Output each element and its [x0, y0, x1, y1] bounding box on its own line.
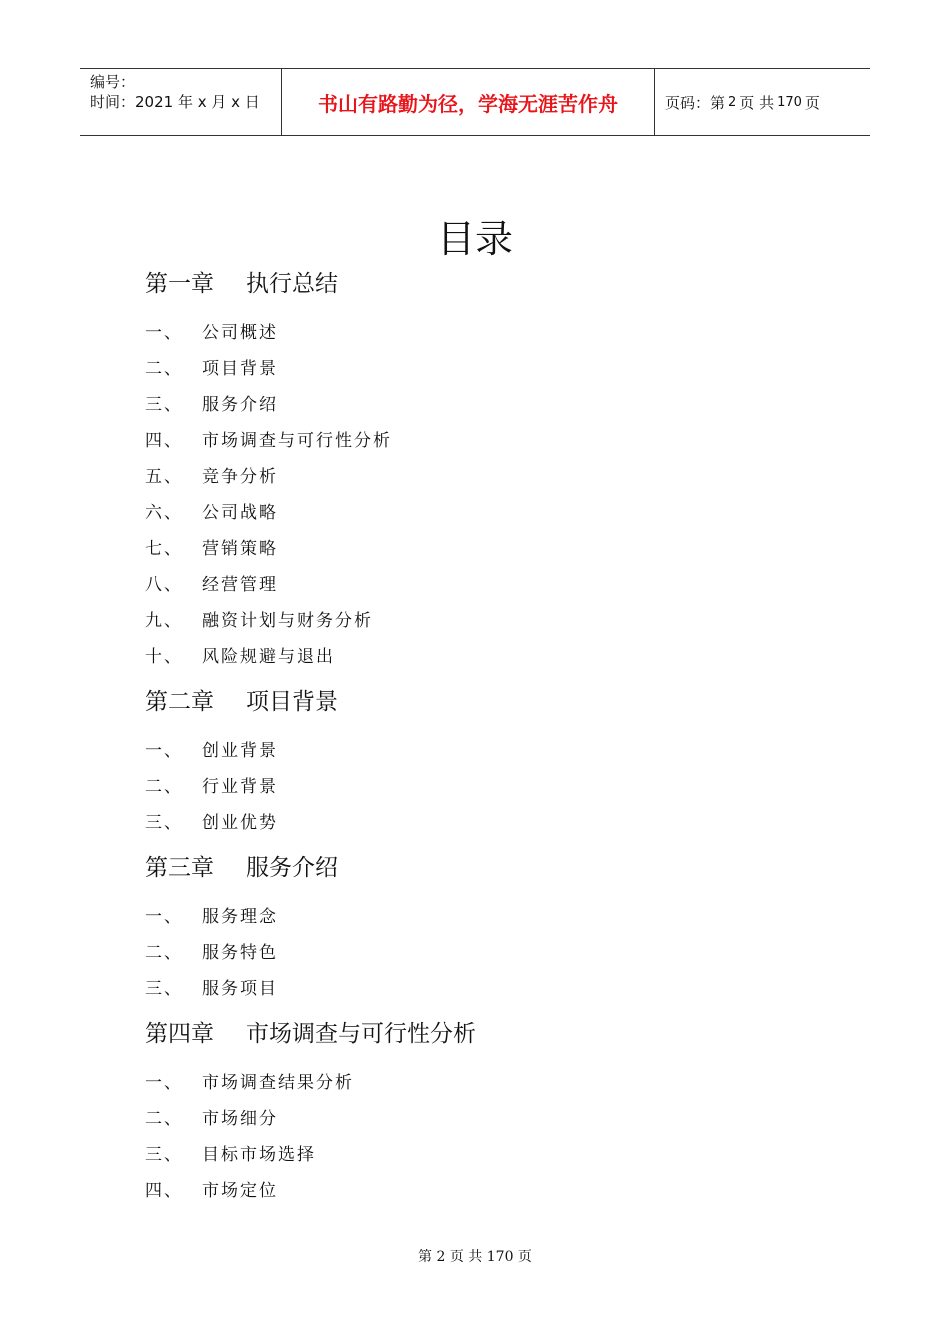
- toc-item: [145, 1137, 865, 1173]
- toc-chapter: [145, 849, 865, 887]
- item-title: 公司战略: [202, 503, 278, 523]
- item-title: 项目背景: [202, 359, 278, 379]
- item-number: 九、: [145, 611, 183, 631]
- header-page-info: [655, 69, 870, 135]
- item-number: 八、: [145, 575, 183, 595]
- item-number: 四、: [145, 431, 183, 451]
- item-number: 七、: [145, 539, 183, 559]
- toc-item: [145, 733, 865, 769]
- item-number: 六、: [145, 503, 183, 523]
- header-motto: 书山有路勤为径，学海无涯苦作舟: [282, 69, 655, 135]
- toc-item: [145, 459, 865, 495]
- item-title: 市场调查结果分析: [202, 1073, 354, 1093]
- item-title: 融资计划与财务分析: [202, 611, 373, 631]
- page-header: [80, 68, 870, 136]
- toc-item: [145, 531, 865, 567]
- item-title: 服务项目: [202, 979, 278, 999]
- chapter-title: 服务介绍: [246, 855, 338, 881]
- item-number: 三、: [145, 979, 183, 999]
- item-number: 三、: [145, 813, 183, 833]
- toc-item: [145, 603, 865, 639]
- toc-item: [145, 351, 865, 387]
- toc-chapter: [145, 683, 865, 721]
- item-number: 二、: [145, 943, 183, 963]
- item-title: 服务理念: [202, 907, 278, 927]
- chapter-title: 执行总结: [246, 271, 338, 297]
- item-number: 一、: [145, 907, 183, 927]
- chapter-spacer: [145, 1209, 865, 1217]
- toc-item: [145, 805, 865, 841]
- item-number: 四、: [145, 1181, 183, 1201]
- page-prefix: 页码：第: [665, 93, 726, 112]
- item-title: 行业背景: [202, 777, 278, 797]
- item-number: 二、: [145, 359, 183, 379]
- header-meta: [80, 69, 282, 135]
- page-total: 170: [777, 94, 802, 110]
- chapter-number: 第三章: [145, 855, 214, 881]
- item-title: 目标市场选择: [202, 1145, 316, 1165]
- page-current: 2: [728, 94, 737, 110]
- chapter-number: 第四章: [145, 1021, 214, 1047]
- toc-item: [145, 971, 865, 1007]
- chapter-spacer: [145, 675, 865, 683]
- item-title: 服务特色: [202, 943, 278, 963]
- toc-item: [145, 769, 865, 805]
- toc-item: [145, 1065, 865, 1101]
- time-label: 时间：2021 年 x 月 x 日: [90, 93, 260, 111]
- toc-item: [145, 935, 865, 971]
- toc-item: [145, 387, 865, 423]
- item-title: 公司概述: [202, 323, 278, 343]
- toc-item: [145, 1101, 865, 1137]
- toc-item: [145, 899, 865, 935]
- toc-item: [145, 495, 865, 531]
- toc-item: [145, 567, 865, 603]
- chapter-number: 第一章: [145, 271, 214, 297]
- toc-item: [145, 639, 865, 675]
- item-number: 一、: [145, 323, 183, 343]
- item-title: 风险规避与退出: [202, 647, 335, 667]
- chapter-spacer: [145, 841, 865, 849]
- item-title: 营销策略: [202, 539, 278, 559]
- item-number: 二、: [145, 777, 183, 797]
- page-footer: 第 2 页 共 170 页: [418, 1249, 532, 1265]
- page-suffix: 页: [804, 93, 820, 112]
- item-title: 竞争分析: [202, 467, 278, 487]
- chapter-title: 项目背景: [246, 689, 338, 715]
- toc-chapter: [145, 1015, 865, 1053]
- item-number: 一、: [145, 1073, 183, 1093]
- toc-item: [145, 1173, 865, 1209]
- item-number: 三、: [145, 1145, 183, 1165]
- item-title: 市场细分: [202, 1109, 278, 1129]
- page-title: 目录: [436, 217, 513, 261]
- item-number: 五、: [145, 467, 183, 487]
- number-label: 编号：: [90, 73, 136, 91]
- item-number: 十、: [145, 647, 183, 667]
- item-number: 二、: [145, 1109, 183, 1129]
- item-title: 创业优势: [202, 813, 278, 833]
- item-title: 市场定位: [202, 1181, 278, 1201]
- item-number: 三、: [145, 395, 183, 415]
- item-title: 市场调查与可行性分析: [202, 431, 392, 451]
- table-of-contents: [145, 265, 865, 1217]
- toc-chapter: [145, 265, 865, 303]
- page-mid: 页 共: [739, 93, 775, 112]
- chapter-number: 第二章: [145, 689, 214, 715]
- item-number: 一、: [145, 741, 183, 761]
- toc-item: [145, 315, 865, 351]
- chapter-title: 市场调查与可行性分析: [246, 1021, 476, 1047]
- item-title: 创业背景: [202, 741, 278, 761]
- item-title: 服务介绍: [202, 395, 278, 415]
- chapter-spacer: [145, 1007, 865, 1015]
- item-title: 经营管理: [202, 575, 278, 595]
- toc-item: [145, 423, 865, 459]
